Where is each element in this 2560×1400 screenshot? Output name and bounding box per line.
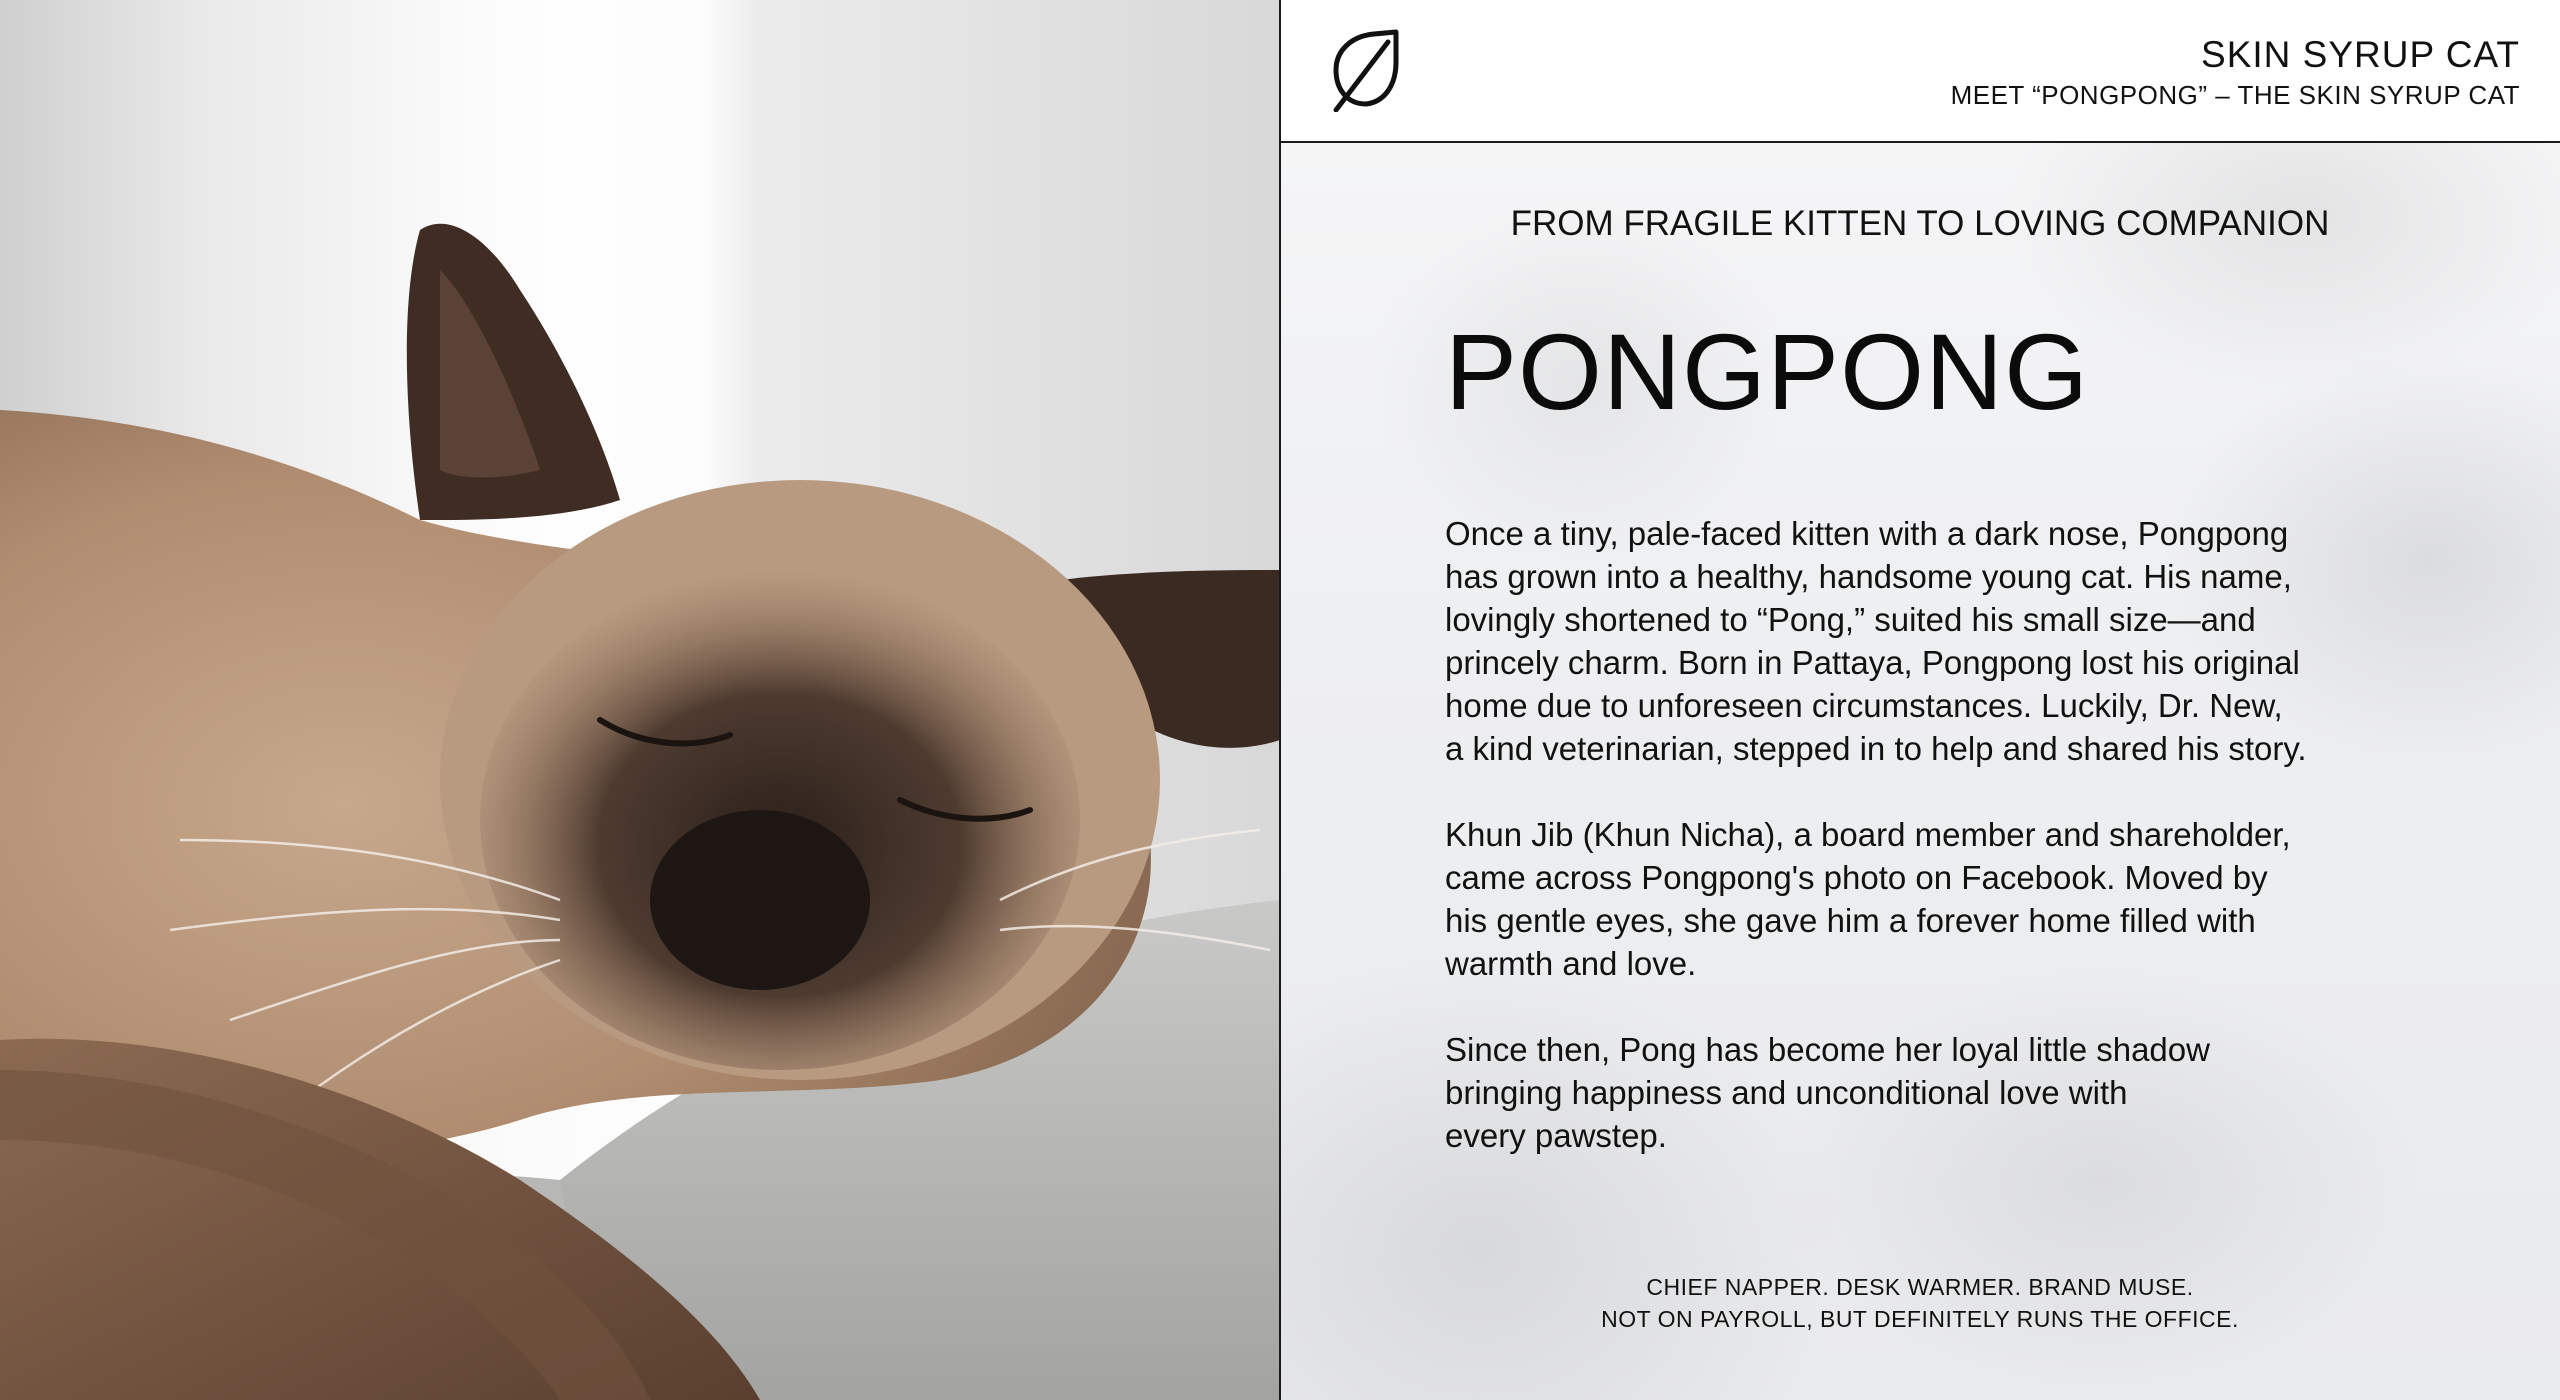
panel-divider <box>1279 0 1281 1400</box>
brand-title: SKIN SYRUP CAT <box>2201 34 2520 75</box>
tagline <box>1280 1271 2560 1335</box>
story-panel <box>1280 0 2560 1400</box>
story-paragraph-1: Once a tiny, pale-faced kitten with a dark nose, Pongpong has grown into a healthy, handsome young cat. His name, lovingly shortened to “Pong,” suited his small size—and princely charm. Born in Pattaya, Pongpong lost his original home due to unforeseen circumstances. Luckily, Dr. New, a kind veterinarian, stepped in to help and shared his story. <box>1445 515 2307 767</box>
story-paragraph-3: Since then, Pong has become her loyal little shadow bringing happiness and unconditional love with every pawstep. <box>1445 1031 2210 1154</box>
story-paragraph-2: Khun Jib (Khun Nicha), a board member and shareholder, came across Pongpong's photo on Facebook. Moved by his gentle eyes, she gave him a forever home filled with warmth and love. <box>1445 816 2291 982</box>
leaf-icon <box>1330 28 1404 112</box>
story-body <box>1445 512 2445 1200</box>
story-subheading: FROM FRAGILE KITTEN TO LOVING COMPANION <box>1510 204 2330 243</box>
header <box>1280 0 2560 142</box>
tagline-line-2: NOT ON PAYROLL, BUT DEFINITELY RUNS THE OFFICE. <box>1601 1306 2239 1332</box>
header-divider <box>1280 141 2560 143</box>
brand-subtitle: MEET “PONGPONG” – THE SKIN SYRUP CAT <box>1950 80 2520 110</box>
cat-name-heading: PONGPONG <box>1445 311 2090 432</box>
tagline-line-1: CHIEF NAPPER. DESK WARMER. BRAND MUSE. <box>1646 1274 2194 1300</box>
